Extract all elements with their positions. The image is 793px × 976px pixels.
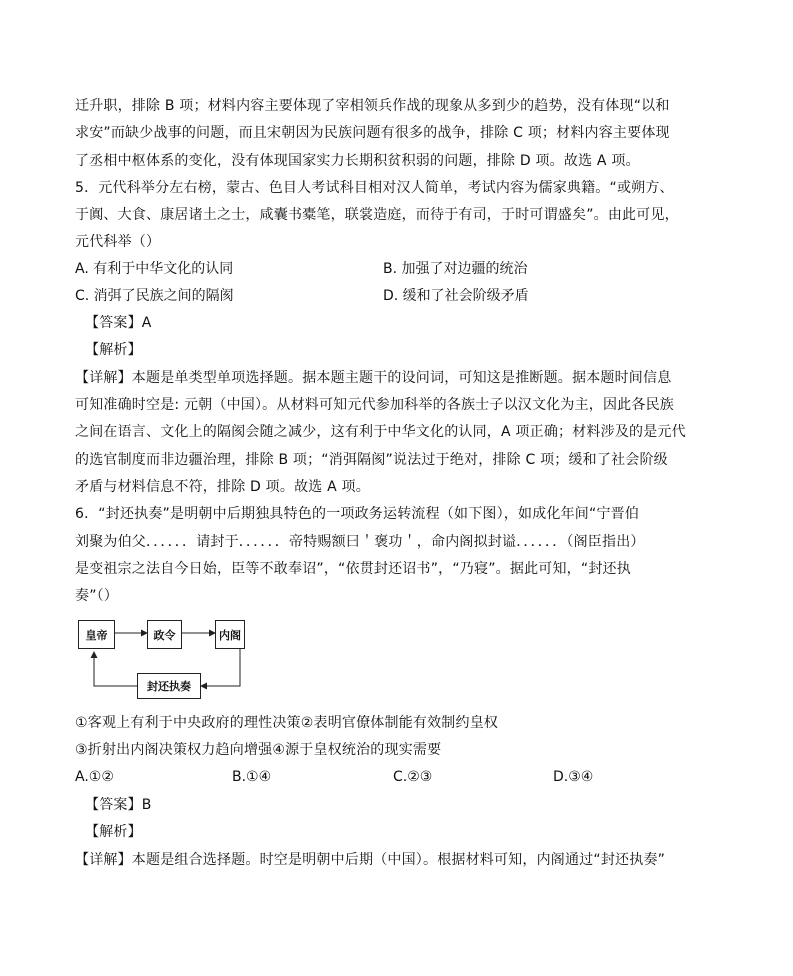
detail-line: 【详解】本题是单类型单项选择题。据本题主题干的设问词，可知这是推断题。据本题时间信息: [75, 370, 672, 386]
question-6-stem: 6．“封还执奏”是明朝中后期独具特色的一项政务运转流程（如下图），如成化年间“宁晋伯: [75, 506, 640, 522]
question-5-stem: 5．元代科举分左右榜，蒙古、色目人考试科目相对汉人简单，考试内容为儒家典籍。“或朔方、: [75, 180, 674, 196]
option-c: C. 消弭了民族之间的隔阂: [75, 288, 234, 304]
option-a: A.①②: [75, 769, 114, 785]
option-c: C.②③: [393, 769, 433, 785]
question-6-stem: 刘聚为伯父．．．．．．请封于．．．．．．帝特赐额曰＇褒功＇，命内阁拟封谥．．．．．．（阁臣指出）: [75, 534, 645, 550]
detail-line: 可知准确时空是: 元朝（中国）。从材料可知元代参加科举的各族士子以汉文化为主，因此各民族: [75, 397, 674, 413]
answer-label: 【答案】A: [85, 315, 152, 331]
detail-line: 之间在语言、文化上的隔阂会随之减少，这有利于中华文化的认同，A 项正确；材料涉及的是元代: [75, 424, 686, 440]
box-decree: 政令: [147, 620, 182, 649]
option-b: B. 加强了对边疆的统治: [383, 261, 528, 277]
option-d: D. 缓和了社会阶级矛盾: [383, 288, 529, 304]
statement-line: ③折射出内阁决策权力趋向增强④源于皇权统治的现实需要: [75, 742, 442, 758]
text-line: 了丞相中枢体系的变化，没有体现国家实力长期积贫积弱的问题，排除 D 项。故选 A 项。: [75, 153, 640, 169]
question-6-stem: 奏”（）: [75, 588, 119, 604]
detail-line: 的选官制度而非边疆治理，排除 B 项；“消弭隔阂”说法过于绝对，排除 C 项；缓和了社会阶级: [75, 452, 668, 468]
question-5-stem: 于阗、大食、康居诸土之士，咸囊书橐笔，联裳造庭，而待于有司，于时可谓盛矣”。由此可见，: [75, 207, 679, 223]
question-6-stem: 是变祖宗之法自今日始，臣等不敢奉诏”，“依贯封还诏书”，“乃寝”。据此可知，“封还执: [75, 561, 631, 577]
detail-line: 矛盾与材料信息不符，排除 D 项。故选 A 项。: [75, 479, 370, 495]
flow-diagram: [75, 616, 245, 706]
option-a: A. 有利于中华文化的认同: [75, 261, 234, 277]
detail-line: 【详解】本题是组合选择题。时空是明朝中后期（中国）。根据材料可知，内阁通过“封还执奏”: [75, 852, 666, 868]
option-b: B.①④: [232, 769, 272, 785]
statement-line: ①客观上有利于中央政府的理性决策②表明官僚体制能有效制约皇权: [75, 715, 499, 731]
analysis-label: 【解析】: [85, 824, 142, 840]
box-emperor: 皇帝: [78, 620, 115, 649]
analysis-label: 【解析】: [85, 342, 142, 358]
answer-label: 【答案】B: [85, 797, 152, 813]
text-line: 迁升职，排除 B 项；材料内容主要体现了宰相领兵作战的现象从多到少的趋势，没有体现“以和: [75, 98, 670, 114]
option-d: D.③④: [553, 769, 594, 785]
box-return-memorial: 封还执奏: [137, 673, 201, 699]
box-cabinet: 内阁: [215, 620, 245, 649]
text-line: 求安”而缺少战事的问题，而且宋朝因为民族问题有很多的战争，排除 C 项；材料内容主要体现: [75, 125, 670, 141]
question-5-stem: 元代科举（）: [75, 234, 161, 250]
